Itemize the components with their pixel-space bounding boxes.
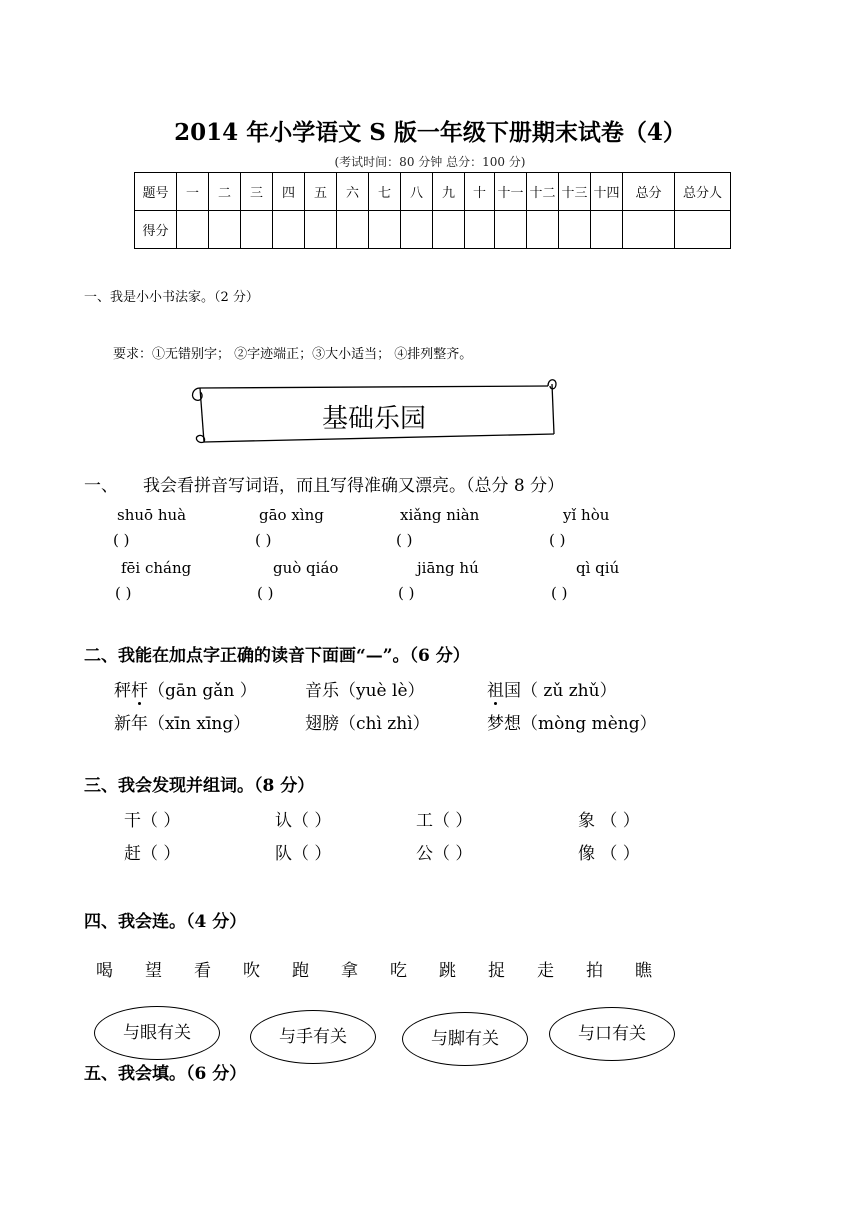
answer-blank[interactable]: ( ) — [398, 584, 415, 602]
pronunciation-item[interactable] — [305, 676, 425, 701]
score-cell[interactable] — [591, 211, 623, 249]
word-group-item[interactable]: 象 （ ） — [578, 811, 640, 831]
score-row-label: 得分 — [135, 211, 177, 249]
score-cell[interactable] — [527, 211, 559, 249]
calligraphy-requirements: 要求：①无错别字； ②字迹端正；③大小适当； ④排列整齐。 — [113, 347, 473, 362]
verb-char[interactable]: 拍 — [586, 961, 603, 981]
score-cell[interactable] — [623, 211, 675, 249]
q1-heading: 我会看拼音写词语，而且写得准确又漂亮。（总分 8 分） — [143, 476, 565, 496]
verb-char[interactable]: 拿 — [341, 961, 358, 981]
pronunciation-item[interactable]: 新年（xīn xīng） — [114, 714, 251, 734]
header-cell: 十三 — [559, 173, 591, 211]
score-cell[interactable] — [401, 211, 433, 249]
word-group-item[interactable]: 认（ ） — [275, 811, 332, 831]
header-cell: 总分 — [623, 173, 675, 211]
section-calligraphy-heading: 一、我是小小书法家。（2 分） — [84, 290, 259, 305]
item-options: （gān gǎn ） — [148, 681, 257, 701]
header-cell: 一 — [177, 173, 209, 211]
score-cell[interactable] — [177, 211, 209, 249]
score-entry-row — [135, 211, 731, 249]
header-cell: 七 — [369, 173, 401, 211]
dotted-char: 祖 — [487, 681, 504, 701]
header-cell: 题号 — [135, 173, 177, 211]
header-cell: 十四 — [591, 173, 623, 211]
pinyin-prompt: xiǎng niàn — [400, 506, 480, 524]
item-options: 乐（yuè lè） — [322, 681, 425, 701]
answer-blank[interactable]: ( ) — [255, 531, 272, 549]
word-group-item[interactable]: 像 （ ） — [578, 844, 640, 864]
header-cell: 八 — [401, 173, 433, 211]
q4-heading: 四、我会连。（4 分） — [84, 912, 247, 932]
banner-title: 基础乐园 — [321, 404, 426, 434]
pinyin-prompt: fēi cháng — [121, 559, 192, 577]
item-options: 国（ zǔ zhǔ） — [504, 681, 617, 701]
score-cell[interactable] — [209, 211, 241, 249]
score-cell[interactable] — [559, 211, 591, 249]
answer-blank[interactable]: ( ) — [115, 584, 132, 602]
pronunciation-item[interactable] — [487, 676, 617, 701]
category-oval-hands[interactable]: 与手有关 — [250, 1010, 376, 1064]
header-cell: 五 — [305, 173, 337, 211]
answer-blank[interactable]: ( ) — [257, 584, 274, 602]
pinyin-prompt: qì qiú — [576, 559, 620, 577]
q2-heading: 二、我能在加点字正确的读音下面画“—”。（6 分） — [84, 646, 470, 666]
verb-char[interactable]: 看 — [194, 961, 211, 981]
q3-heading: 三、我会发现并组词。（8 分） — [84, 776, 315, 796]
word-group-item[interactable]: 工（ ） — [416, 811, 473, 831]
answer-blank[interactable]: ( ) — [551, 584, 568, 602]
header-cell: 总分人 — [675, 173, 731, 211]
verb-char[interactable]: 跳 — [439, 961, 456, 981]
score-table — [134, 172, 731, 249]
score-cell[interactable] — [305, 211, 337, 249]
category-oval-eyes[interactable]: 与眼有关 — [94, 1006, 220, 1060]
header-cell: 三 — [241, 173, 273, 211]
score-cell[interactable] — [337, 211, 369, 249]
verb-char[interactable]: 喝 — [96, 961, 113, 981]
header-cell: 六 — [337, 173, 369, 211]
word-group-item[interactable]: 赶（ ） — [124, 844, 181, 864]
verb-char[interactable]: 跑 — [292, 961, 309, 981]
pinyin-prompt: gāo xìng — [259, 506, 324, 524]
category-oval-mouth[interactable]: 与口有关 — [549, 1007, 675, 1061]
score-header-row — [135, 173, 731, 211]
header-cell: 四 — [273, 173, 305, 211]
verb-char[interactable]: 瞧 — [635, 961, 652, 981]
pronunciation-item[interactable]: 翅膀（chì zhì） — [305, 714, 430, 734]
score-cell[interactable] — [675, 211, 731, 249]
verb-char[interactable]: 走 — [537, 961, 554, 981]
score-cell[interactable] — [465, 211, 495, 249]
item-prefix: 秤 — [114, 681, 131, 701]
verb-char[interactable]: 吹 — [243, 961, 260, 981]
header-cell: 十一 — [495, 173, 527, 211]
pronunciation-item[interactable] — [114, 676, 257, 701]
header-cell: 二 — [209, 173, 241, 211]
verb-char[interactable]: 望 — [145, 961, 162, 981]
header-cell: 十二 — [527, 173, 559, 211]
pinyin-prompt: guò qiáo — [273, 559, 339, 577]
word-group-item[interactable]: 干（ ） — [124, 811, 181, 831]
verb-char[interactable]: 吃 — [390, 961, 407, 981]
score-cell[interactable] — [433, 211, 465, 249]
pronunciation-item[interactable]: 梦想（mòng mèng） — [487, 714, 657, 734]
exam-info: (考试时间：80 分钟 总分：100 分) — [334, 155, 526, 169]
page-title: 2014 年小学语文 S 版一年级下册期末试卷（4） — [174, 119, 686, 146]
pinyin-prompt: shuō huà — [117, 506, 187, 524]
score-cell[interactable] — [241, 211, 273, 249]
header-cell: 九 — [433, 173, 465, 211]
q5-heading: 五、我会填。（6 分） — [84, 1064, 247, 1084]
answer-blank[interactable]: ( ) — [549, 531, 566, 549]
item-prefix: 音 — [305, 681, 322, 701]
q1-number: 一、 — [84, 476, 118, 496]
header-cell: 十 — [465, 173, 495, 211]
pinyin-prompt: yǐ hòu — [563, 506, 610, 524]
word-group-item[interactable]: 公（ ） — [416, 844, 473, 864]
score-cell[interactable] — [273, 211, 305, 249]
dotted-char: 杆 — [131, 681, 148, 701]
category-oval-feet[interactable]: 与脚有关 — [402, 1012, 528, 1066]
answer-blank[interactable]: ( ) — [396, 531, 413, 549]
score-cell[interactable] — [495, 211, 527, 249]
score-cell[interactable] — [369, 211, 401, 249]
verb-char[interactable]: 捉 — [488, 961, 505, 981]
answer-blank[interactable]: ( ) — [113, 531, 130, 549]
pinyin-prompt: jiāng hú — [417, 559, 479, 577]
word-group-item[interactable]: 队（ ） — [275, 844, 332, 864]
